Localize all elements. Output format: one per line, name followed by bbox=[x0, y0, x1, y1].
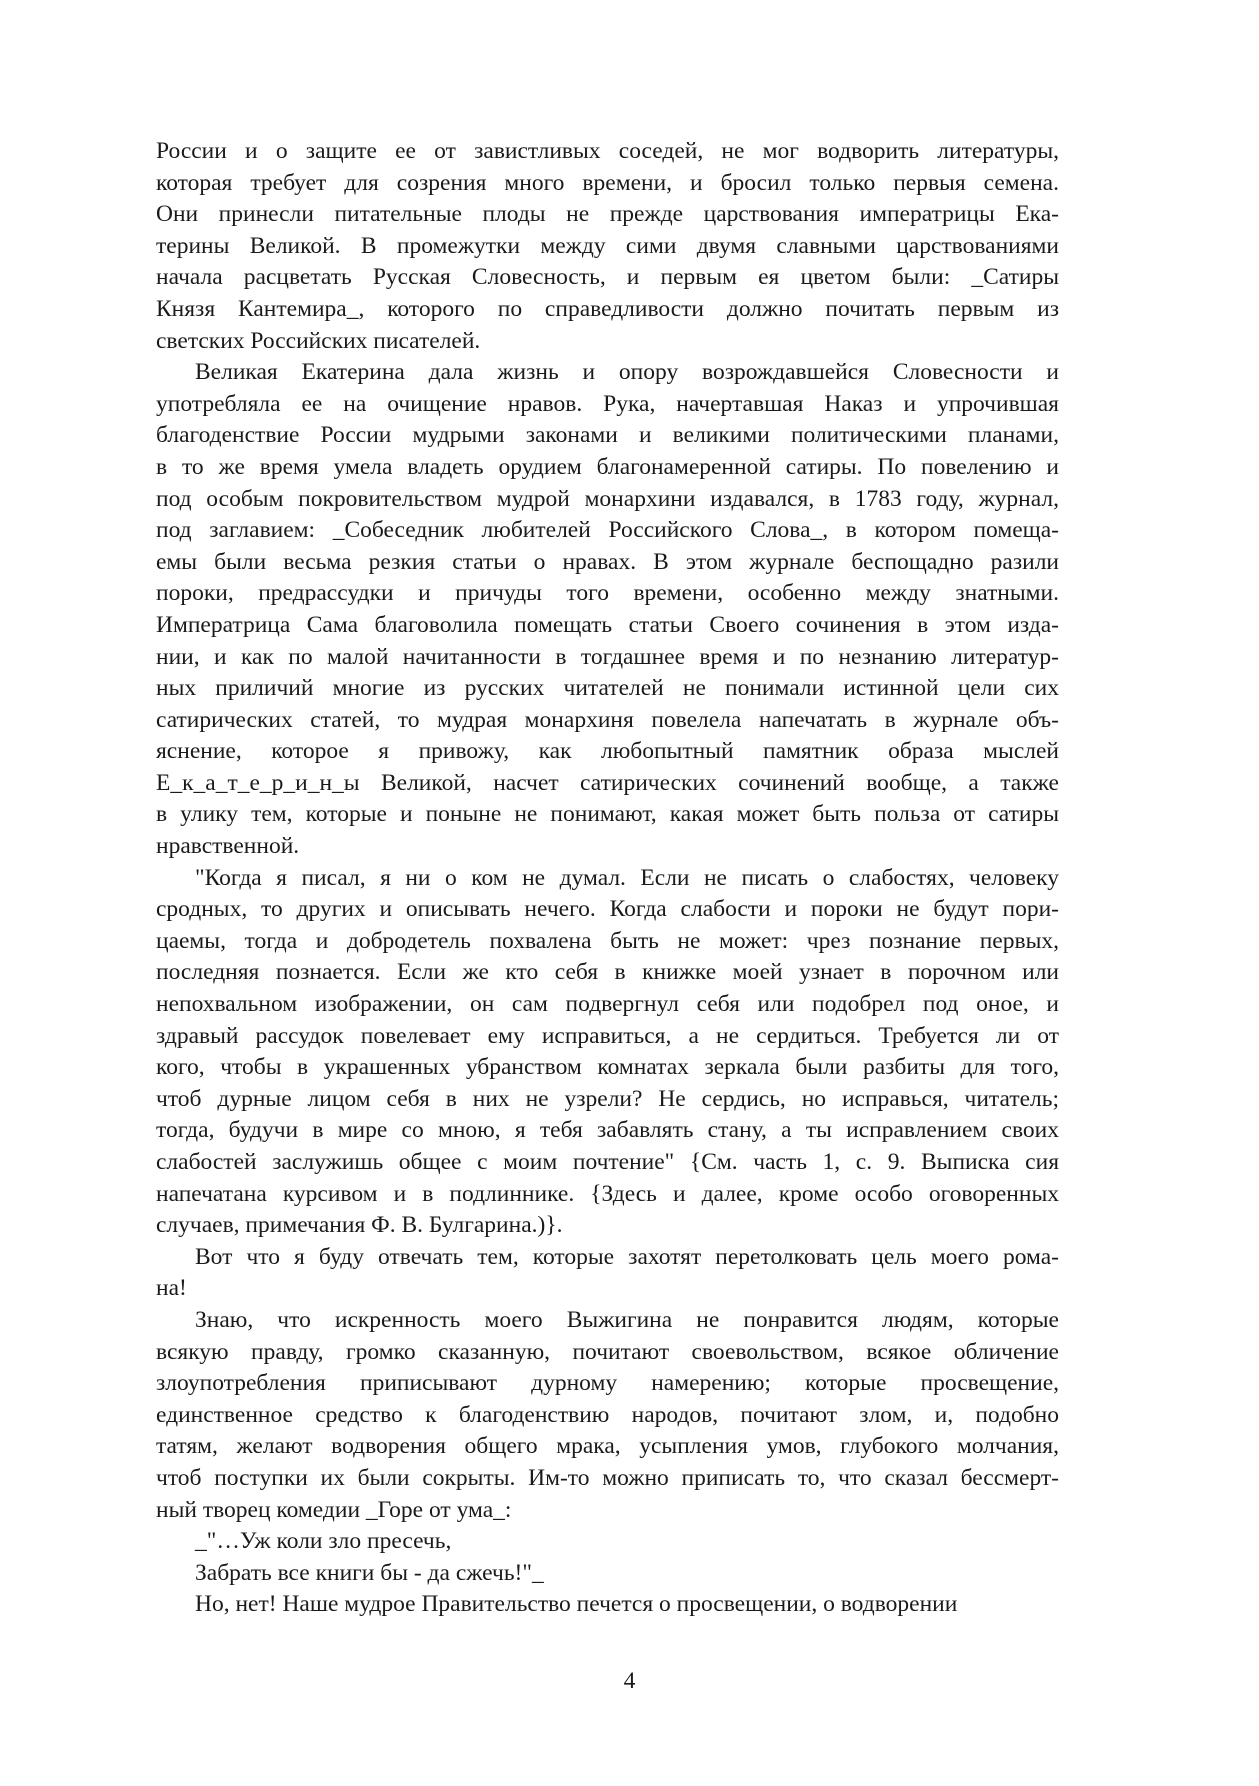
text-line: _"…Уж коли зло пресечь, bbox=[195, 1528, 452, 1555]
text-line: Императрица Сама благоволила помещать статьи Своего сочинения в этом изда- bbox=[156, 611, 1059, 638]
text-line: благоденствие России мудрыми законами и великими политическими планами, bbox=[156, 422, 1059, 449]
text-line: злоупотребления приписывают дурному намерению; которые просвещение, bbox=[156, 1370, 1059, 1397]
text-line: которая требует для созрения много времени, и бросил только первыя семена. bbox=[156, 169, 1059, 196]
text-line: яснение, которое я привожу, как любопытный памятник образа мыслей bbox=[156, 738, 1059, 765]
text-line: Но, нет! Наше мудрое Правительство печется о просвещении, о водворении bbox=[195, 1591, 958, 1618]
text-line: на! bbox=[156, 1275, 187, 1302]
text-line: светских Российских писателей. bbox=[156, 327, 481, 354]
text-line: тогда, будучи в мире со мною, я тебя забавлять стану, а ты исправлением своих bbox=[156, 1117, 1059, 1144]
text-line: Они принесли питательные плоды не прежде царствования императрицы Ека- bbox=[156, 201, 1059, 228]
text-line: Вот что я буду отвечать тем, которые захотят перетолковать цель моего рома- bbox=[195, 1243, 1059, 1270]
text-line: Е_к_а_т_е_р_и_н_ы Великой, насчет сатирических сочинений вообще, а также bbox=[156, 769, 1059, 796]
text-line: Князя Кантемира_, которого по справедливости должно почитать первым из bbox=[156, 295, 1059, 322]
text-line: татям, желают водворения общего мрака, усыпления умов, глубокого молчания, bbox=[156, 1433, 1059, 1460]
text-line: емы были весьма резкия статьи о нравах. В этом журнале беспощадно разили bbox=[156, 548, 1059, 575]
text-line: цаемы, тогда и добродетель похвалена быть не может: чрез познание первых, bbox=[156, 927, 1059, 954]
text-line: "Когда я писал, я ни о ком не думал. Если не писать о слабостях, человеку bbox=[195, 864, 1059, 891]
text-line: России и о защите ее от завистливых соседей, не мог водворить литературы, bbox=[156, 138, 1059, 164]
text-line: ных приличий многие из русских читателей не понимали истинной цели сих bbox=[156, 675, 1059, 702]
text-line: в то же время умела владеть орудием благонамеренной сатиры. По повелению и bbox=[156, 453, 1059, 480]
paragraph-4 bbox=[156, 1242, 1059, 1305]
text-line: под особым покровительством мудрой монархини издавался, в 1783 году, журнал, bbox=[156, 485, 1059, 512]
text-line: Великая Екатерина дала жизнь и опору возрождавшейся Словесности и bbox=[195, 359, 1059, 386]
text-line: здравый рассудок повелевает ему исправиться, а не сердиться. Требуется ли от bbox=[156, 1022, 1059, 1049]
text-line: сатирических статей, то мудрая монархиня повелела напечатать в журнале объ- bbox=[156, 706, 1059, 733]
verse-line-1 bbox=[156, 1526, 1059, 1558]
verse-line-2 bbox=[156, 1558, 1059, 1590]
text-line: под заглавием: _Собеседник любителей Российского Слова_, в котором помеща- bbox=[156, 517, 1059, 544]
text-line: начала расцветать Русская Словесность, и первым ея цветом были: _Сатиры bbox=[156, 264, 1059, 291]
text-line: напечатана курсивом и в подлиннике. {Здесь и далее, кроме особо оговоренных bbox=[156, 1180, 1059, 1207]
text-line: сродных, то других и описывать нечего. Когда слабости и пороки не будут пори- bbox=[156, 896, 1059, 923]
text-line: единственное средство к благоденствию народов, почитают злом, и, подобно bbox=[156, 1401, 1059, 1428]
text-line: слабостей заслужишь общее с моим почтение" {См. часть 1, с. 9. Выписка сия bbox=[156, 1149, 1059, 1175]
text-line: чтоб дурные лицом себя в них не узрели? Не сердись, но исправься, читатель; bbox=[156, 1085, 1059, 1112]
paragraph-1 bbox=[156, 136, 1059, 357]
text-line: нравственной. bbox=[156, 833, 300, 860]
page-number: 4 bbox=[623, 1668, 636, 1694]
text-line: кого, чтобы в украшенных убранством комнатах зеркала были разбиты для того, bbox=[156, 1054, 1059, 1081]
text-line: непохвальном изображении, он сам подвергнул себя или подобрел под оное, и bbox=[156, 991, 1059, 1018]
text-line: последняя познается. Если же кто себя в книжке моей узнает в порочном или bbox=[156, 959, 1059, 986]
page-text bbox=[156, 136, 1059, 1621]
paragraph-6 bbox=[156, 1589, 1059, 1621]
text-line: случаев, примечания Ф. В. Булгарина.)}. bbox=[156, 1212, 563, 1239]
text-line: нии, и как по малой начитанности в тогдашнее время и по незнанию литератур- bbox=[156, 643, 1059, 670]
paragraph-2 bbox=[156, 357, 1059, 863]
text-line: Знаю, что искренность моего Выжигина не понравится людям, которые bbox=[195, 1306, 1059, 1333]
text-line: употребляла ее на очищение нравов. Рука, начертавшая Наказ и упрочившая bbox=[156, 390, 1059, 417]
text-line: ный творец комедии _Горе от ума_: bbox=[156, 1496, 512, 1523]
paragraph-3 bbox=[156, 863, 1059, 1242]
text-line: Забрать все книги бы - да сжечь!"_ bbox=[195, 1559, 544, 1586]
text-line: всякую правду, громко сказанную, почитают своевольством, всякое обличение bbox=[156, 1338, 1059, 1365]
text-line: пороки, предрассудки и причуды того времени, особенно между знатными. bbox=[156, 580, 1059, 607]
text-line: в улику тем, которые и поныне не понимают, какая может быть польза от сатиры bbox=[156, 801, 1059, 828]
text-line: терины Великой. В промежутки между сими двумя славными царствованиями bbox=[156, 232, 1059, 259]
paragraph-5 bbox=[156, 1305, 1059, 1526]
text-line: чтоб поступки их были сокрыты. Им-то можно приписать то, что сказал бессмерт- bbox=[156, 1464, 1059, 1491]
